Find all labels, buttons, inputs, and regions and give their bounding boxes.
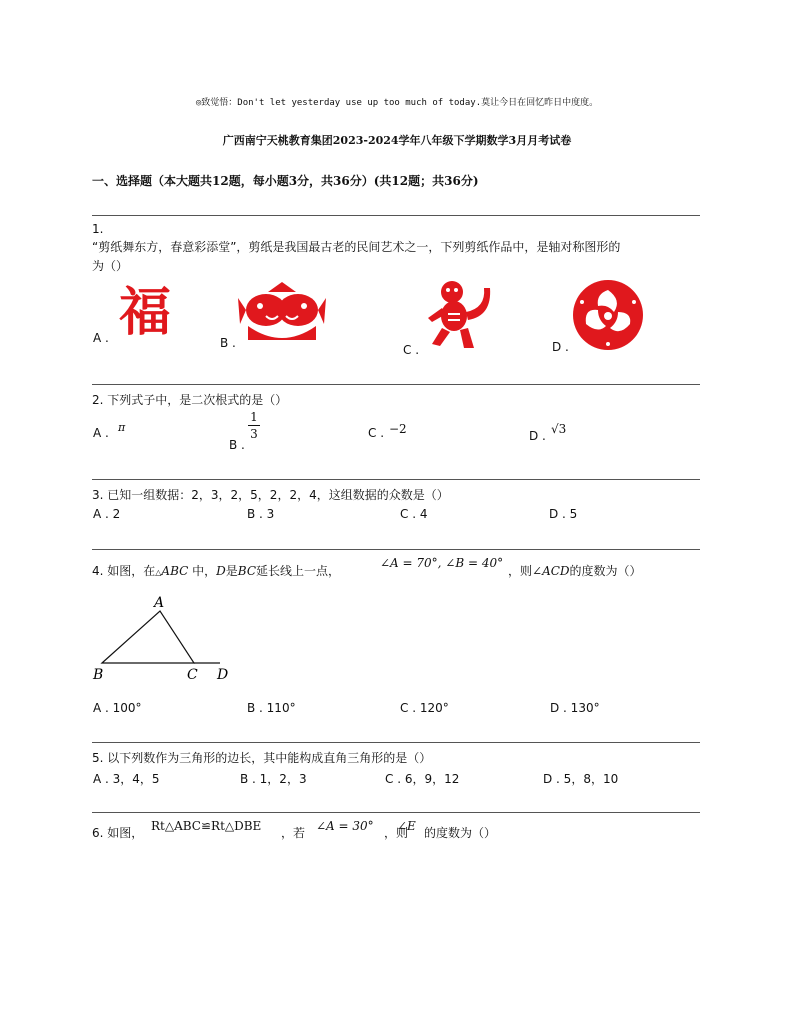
q6-angle-e: ∠E bbox=[397, 819, 416, 833]
vertex-label-b: B bbox=[93, 667, 104, 683]
monkey-paper-cut-image bbox=[424, 278, 494, 350]
q6-text-3: ，则 bbox=[384, 826, 409, 840]
q5-option-a[interactable]: A . 3，4，5 bbox=[93, 772, 160, 786]
divider bbox=[92, 812, 700, 813]
divider bbox=[92, 215, 700, 216]
q2-option-b-fraction bbox=[248, 410, 260, 441]
q6-text-2: ，若 bbox=[281, 826, 306, 840]
q2-option-c[interactable]: C . bbox=[368, 426, 385, 440]
page-title: 广西南宁天桃教育集团2023-2024学年八年级下学期数学3月月考试卷 bbox=[222, 134, 572, 147]
q3-stem: 3. 已知一组数据：2，3，2，5，2，2，4，这组数据的众数是（） bbox=[92, 488, 449, 502]
triangle-symbol: △ bbox=[155, 568, 162, 577]
vertex-label-c: C bbox=[187, 667, 198, 683]
divider bbox=[92, 479, 700, 480]
triangle-abc-figure bbox=[90, 592, 240, 684]
q4-option-b[interactable]: B . 110° bbox=[247, 701, 296, 715]
divider bbox=[92, 742, 700, 743]
q2-option-a-value: π bbox=[118, 421, 126, 434]
q5-stem: 5. 以下列数作为三角形的边长，其中能构成直角三角形的是（） bbox=[92, 751, 432, 765]
q1-option-c[interactable]: C . bbox=[403, 343, 420, 357]
q3-option-d[interactable]: D . 5 bbox=[549, 507, 578, 521]
q2-option-d-value: √3 bbox=[551, 422, 567, 436]
q6-relation: Rt△ABC≌Rt△DBE bbox=[151, 819, 262, 833]
q3-option-a[interactable]: A . 2 bbox=[93, 507, 121, 521]
fraction-bar bbox=[248, 425, 260, 426]
q4-text-6: 的度数为（） bbox=[569, 564, 642, 578]
round-paper-cut-image bbox=[568, 278, 648, 352]
q1-stem-cont: 为（） bbox=[92, 259, 129, 273]
vertex-label-d: D bbox=[217, 667, 229, 683]
q6-text-4: 的度数为（） bbox=[424, 826, 497, 840]
q1-option-d[interactable]: D . bbox=[552, 340, 569, 354]
q1-option-b[interactable]: B . bbox=[220, 336, 236, 350]
q3-option-c[interactable]: C . 4 bbox=[400, 507, 428, 521]
q2-option-c-value: −2 bbox=[389, 422, 407, 436]
fraction-numerator: 1 bbox=[250, 410, 258, 424]
q4-text-4: 延长线上一点， bbox=[256, 564, 341, 578]
divider bbox=[92, 384, 700, 385]
q1-number: 1. bbox=[92, 222, 104, 236]
q4-condition: ∠A = 70°, ∠B = 40° bbox=[380, 556, 504, 570]
q4-stem bbox=[92, 562, 340, 579]
q4-option-d[interactable]: D . 130° bbox=[550, 701, 600, 715]
vertex-label-a: A bbox=[154, 595, 165, 611]
q6-text-1: 6. 如图， bbox=[92, 826, 144, 840]
q5-option-d[interactable]: D . 5，8，10 bbox=[543, 772, 619, 786]
fu-paper-cut-image: 福 bbox=[118, 282, 171, 343]
q4-acd: ∠ACD bbox=[532, 564, 570, 578]
q4-bc: BC bbox=[237, 564, 257, 578]
q5-option-b[interactable]: B . 1，2，3 bbox=[240, 772, 307, 786]
q3-option-b[interactable]: B . 3 bbox=[247, 507, 275, 521]
q4-text-2: 中， bbox=[188, 564, 217, 578]
fish-paper-cut-image bbox=[238, 280, 326, 346]
q4-d: D bbox=[216, 564, 226, 578]
q4-abc: ABC bbox=[161, 564, 189, 578]
fraction-denominator: 3 bbox=[250, 427, 258, 441]
q2-option-a[interactable]: A . bbox=[93, 426, 109, 440]
q1-stem: “剪纸舞东方，春意彩添堂”，剪纸是我国最古老的民间艺术之一，下列剪纸作品中，是轴对称图形的 bbox=[92, 240, 621, 254]
triangle-abc bbox=[102, 611, 194, 663]
q6-condition: ∠A = 30° bbox=[316, 819, 374, 833]
q1-option-a[interactable]: A . bbox=[93, 331, 109, 345]
q4-text-5: ，则 bbox=[508, 564, 533, 578]
q2-stem: 2. 下列式子中，是二次根式的是（） bbox=[92, 393, 288, 407]
q4-text-3: 是 bbox=[225, 564, 238, 578]
motto: ◎致觉悟：Don't let yesterday use up too much of today.莫让今日在回忆昨日中度度。 bbox=[195, 98, 599, 108]
q4-text-1: 4. 如图，在 bbox=[92, 564, 156, 578]
q4-stem-end bbox=[508, 562, 642, 579]
q5-option-c[interactable]: C . 6，9，12 bbox=[385, 772, 460, 786]
section-heading: 一、选择题（本大题共12题，每小题3分，共36分）(共12题；共36分) bbox=[92, 174, 479, 188]
q4-option-c[interactable]: C . 120° bbox=[400, 701, 449, 715]
q2-option-b[interactable]: B . bbox=[229, 438, 245, 452]
divider bbox=[92, 549, 700, 550]
q4-option-a[interactable]: A . 100° bbox=[93, 701, 142, 715]
q2-option-d[interactable]: D . bbox=[529, 429, 546, 443]
